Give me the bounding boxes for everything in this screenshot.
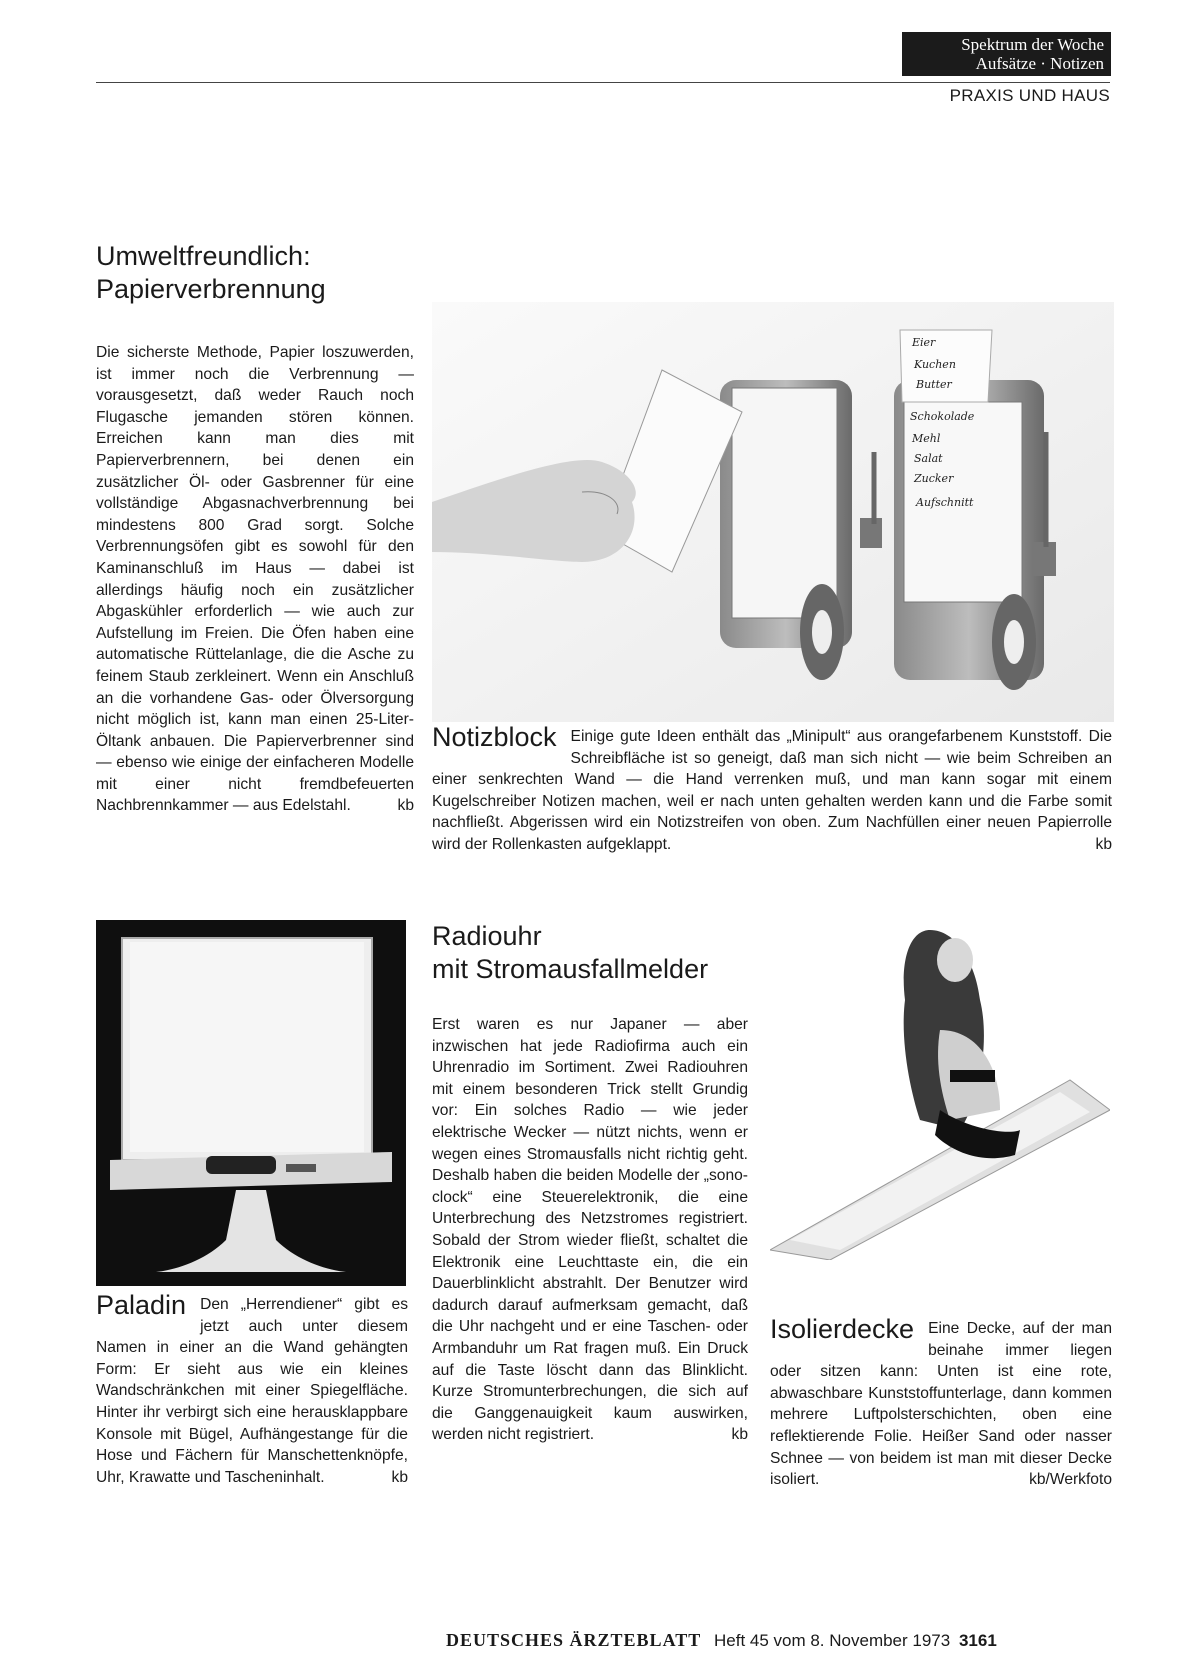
title-line-2: Papierverbrennung: [96, 274, 326, 304]
article-text: Eine Decke, auf der man beinahe immer liegen oder sitzen kann: Unten ist eine rote, abwaschbare Kunststoffunterlage, dann kommen mehrere Luftpolsterschichten, oben eine reflektierende Folie. Heißer Sand oder nasser Schnee — von beidem ist man mit dieser Decke isoliert.: [770, 1320, 1112, 1489]
page-footer: [446, 1630, 1110, 1651]
article-body: [432, 1014, 748, 1446]
badge-line-2: Aufsätze · Notizen: [975, 54, 1104, 73]
title-line-2: mit Stromausfallmelder: [432, 954, 709, 984]
paladin-photo: [96, 920, 406, 1286]
article-papierverbrennung: [96, 240, 414, 817]
note-line: Kuchen: [914, 358, 956, 371]
magazine-name: DEUTSCHES ÄRZTEBLATT: [446, 1630, 702, 1650]
author-signature: kb: [397, 797, 414, 815]
note-line: Salat: [914, 452, 943, 465]
notizblock-illustration: [432, 302, 1114, 722]
article-text: Die sicherste Methode, Papier loszuwerden, ist immer noch die Verbrennung — vorausgesetzt, daß weder Rauch noch Flugasche jemanden stören können. Erreichen kann man dies mit Papierverbrennern, bei denen ein zusätzlicher Öl- oder Gasbrenner für eine vollständige Abgasnachverbrennung bei mindestens 800 Grad sorgt. Solche Verbrennungsöfen gibt es sowohl für den Kaminanschluß im Haus — dabei ist allerdings häufig noch ein zusätzlicher Abgaskühler erforderlich — wie auch zur Aufstellung im Freien. Die Öfen haben eine automatische Rüttelanlage, die die Asche zu feinem Staub zerkleinert. Wenn ein Anschluß an die vorhandene Gas- oder Ölversorgung nicht möglich ist, kann man einen 25-Liter-Öltank anbauen. Die Papierverbrenner sind — ebenso wie einige der einfacheren Modelle mit einer nicht fremdbefeuerten Nachbrennkammer — aus Edelstahl.: [96, 344, 414, 815]
article-title: Paladin: [96, 1290, 187, 1320]
badge-line-1: Spektrum der Woche: [961, 35, 1104, 54]
article-isolierdecke: [770, 1314, 1112, 1491]
article-text: Einige gute Ideen enthält das „Minipult“ aus orangefarbenem Kunststoff. Die Schreibfläche ist so geneigt, daß man sich nicht — wie beim Schreiben an einer senkrechten Wand — die Hand verrenken muß, und man kann sogar mit einem Kugelschreiber Notizen machen, weil er nach unten gehalten werden kann und die Farbe somit nachfließt. Abgerissen wird ein Notizstreifen von oben. Zum Nachfüllen einer neuen Papierrolle wird der Rollenkasten aufgeklappt.: [432, 728, 1112, 853]
article-text: Den „Herrendiener“ gibt es jetzt auch unter diesem Namen in einer an die Wand gehängten Form: Er sieht aus wie ein kleines Wandschränkchen mit einer Spiegelfläche. Hinter ihr verbirgt sich eine herausklappbare Konsole mit Bügel, Aufhängestange für die Hose und Fächern für Manschettenknöpfe, Uhr, Krawatte und Tascheninhalt.: [96, 1296, 408, 1486]
isolierdecke-photo: [770, 920, 1110, 1260]
title-line-1: Radiouhr: [432, 921, 542, 951]
article-title: [96, 240, 414, 306]
author-signature: kb: [731, 1426, 748, 1444]
note-line: Mehl: [912, 432, 941, 445]
paladin-illustration: [96, 920, 406, 1286]
article-body: [96, 342, 414, 817]
note-line: Aufschnitt: [916, 496, 974, 509]
note-line: Zucker: [914, 472, 954, 485]
author-signature: kb/Werkfoto: [1029, 1471, 1112, 1489]
note-line: Butter: [916, 378, 952, 391]
title-line-1: Umweltfreundlich:: [96, 241, 311, 271]
page-number: 3161: [958, 1631, 997, 1650]
author-signature: kb: [391, 1468, 408, 1486]
issue-info: Heft 45 vom 8. November 1973: [713, 1631, 951, 1650]
notizblock-photo: [432, 302, 1114, 722]
note-line: Schokolade: [910, 410, 975, 423]
article-text: Erst waren es nur Japaner — aber inzwischen hat jede Radiofirma auch ein Uhrenradio im Sortiment. Zwei Radiouhren mit einem besonderen Trick stellt Grundig vor: Ein solches Radio — wie jeder elektrische Wecker — nützt nichts, wenn er wegen eines Stromausfalls nicht richtig geht. Deshalb haben die beiden Modelle der „sono-clock“ eine Steuerelektronik, die eine Unterbrechung des Netzstromes registriert. Sobald der Strom wieder fließt, schaltet die Elektronik eine Leuchttaste ein, die ein Dauerblinklicht abstrahlt. Der Benutzer wird dadurch darauf aufmerksam gemacht, daß die Uhr nachgeht und er eine Taschen- oder Armbanduhr um Rat fragen muß. Ein Druck auf die Taste löscht dann das Blinklicht. Kurze Stromunterbrechungen, die sich auf die Ganggenauigkeit kaum auswirken, werden nicht registriert.: [432, 1016, 748, 1444]
article-paladin: [96, 1290, 408, 1488]
note-line: Eier: [912, 336, 936, 349]
section-title: PRAXIS UND HAUS: [949, 86, 1110, 105]
article-title: Isolierdecke: [770, 1314, 915, 1344]
article-notizblock: [432, 722, 1112, 856]
section-badge: [902, 32, 1111, 76]
author-signature: kb: [1095, 835, 1112, 853]
article-radiouhr: [432, 920, 748, 1446]
isolierdecke-illustration: [770, 920, 1110, 1260]
article-title: [432, 920, 748, 986]
header-rule: [96, 82, 1110, 83]
article-title: Notizblock: [432, 722, 557, 752]
